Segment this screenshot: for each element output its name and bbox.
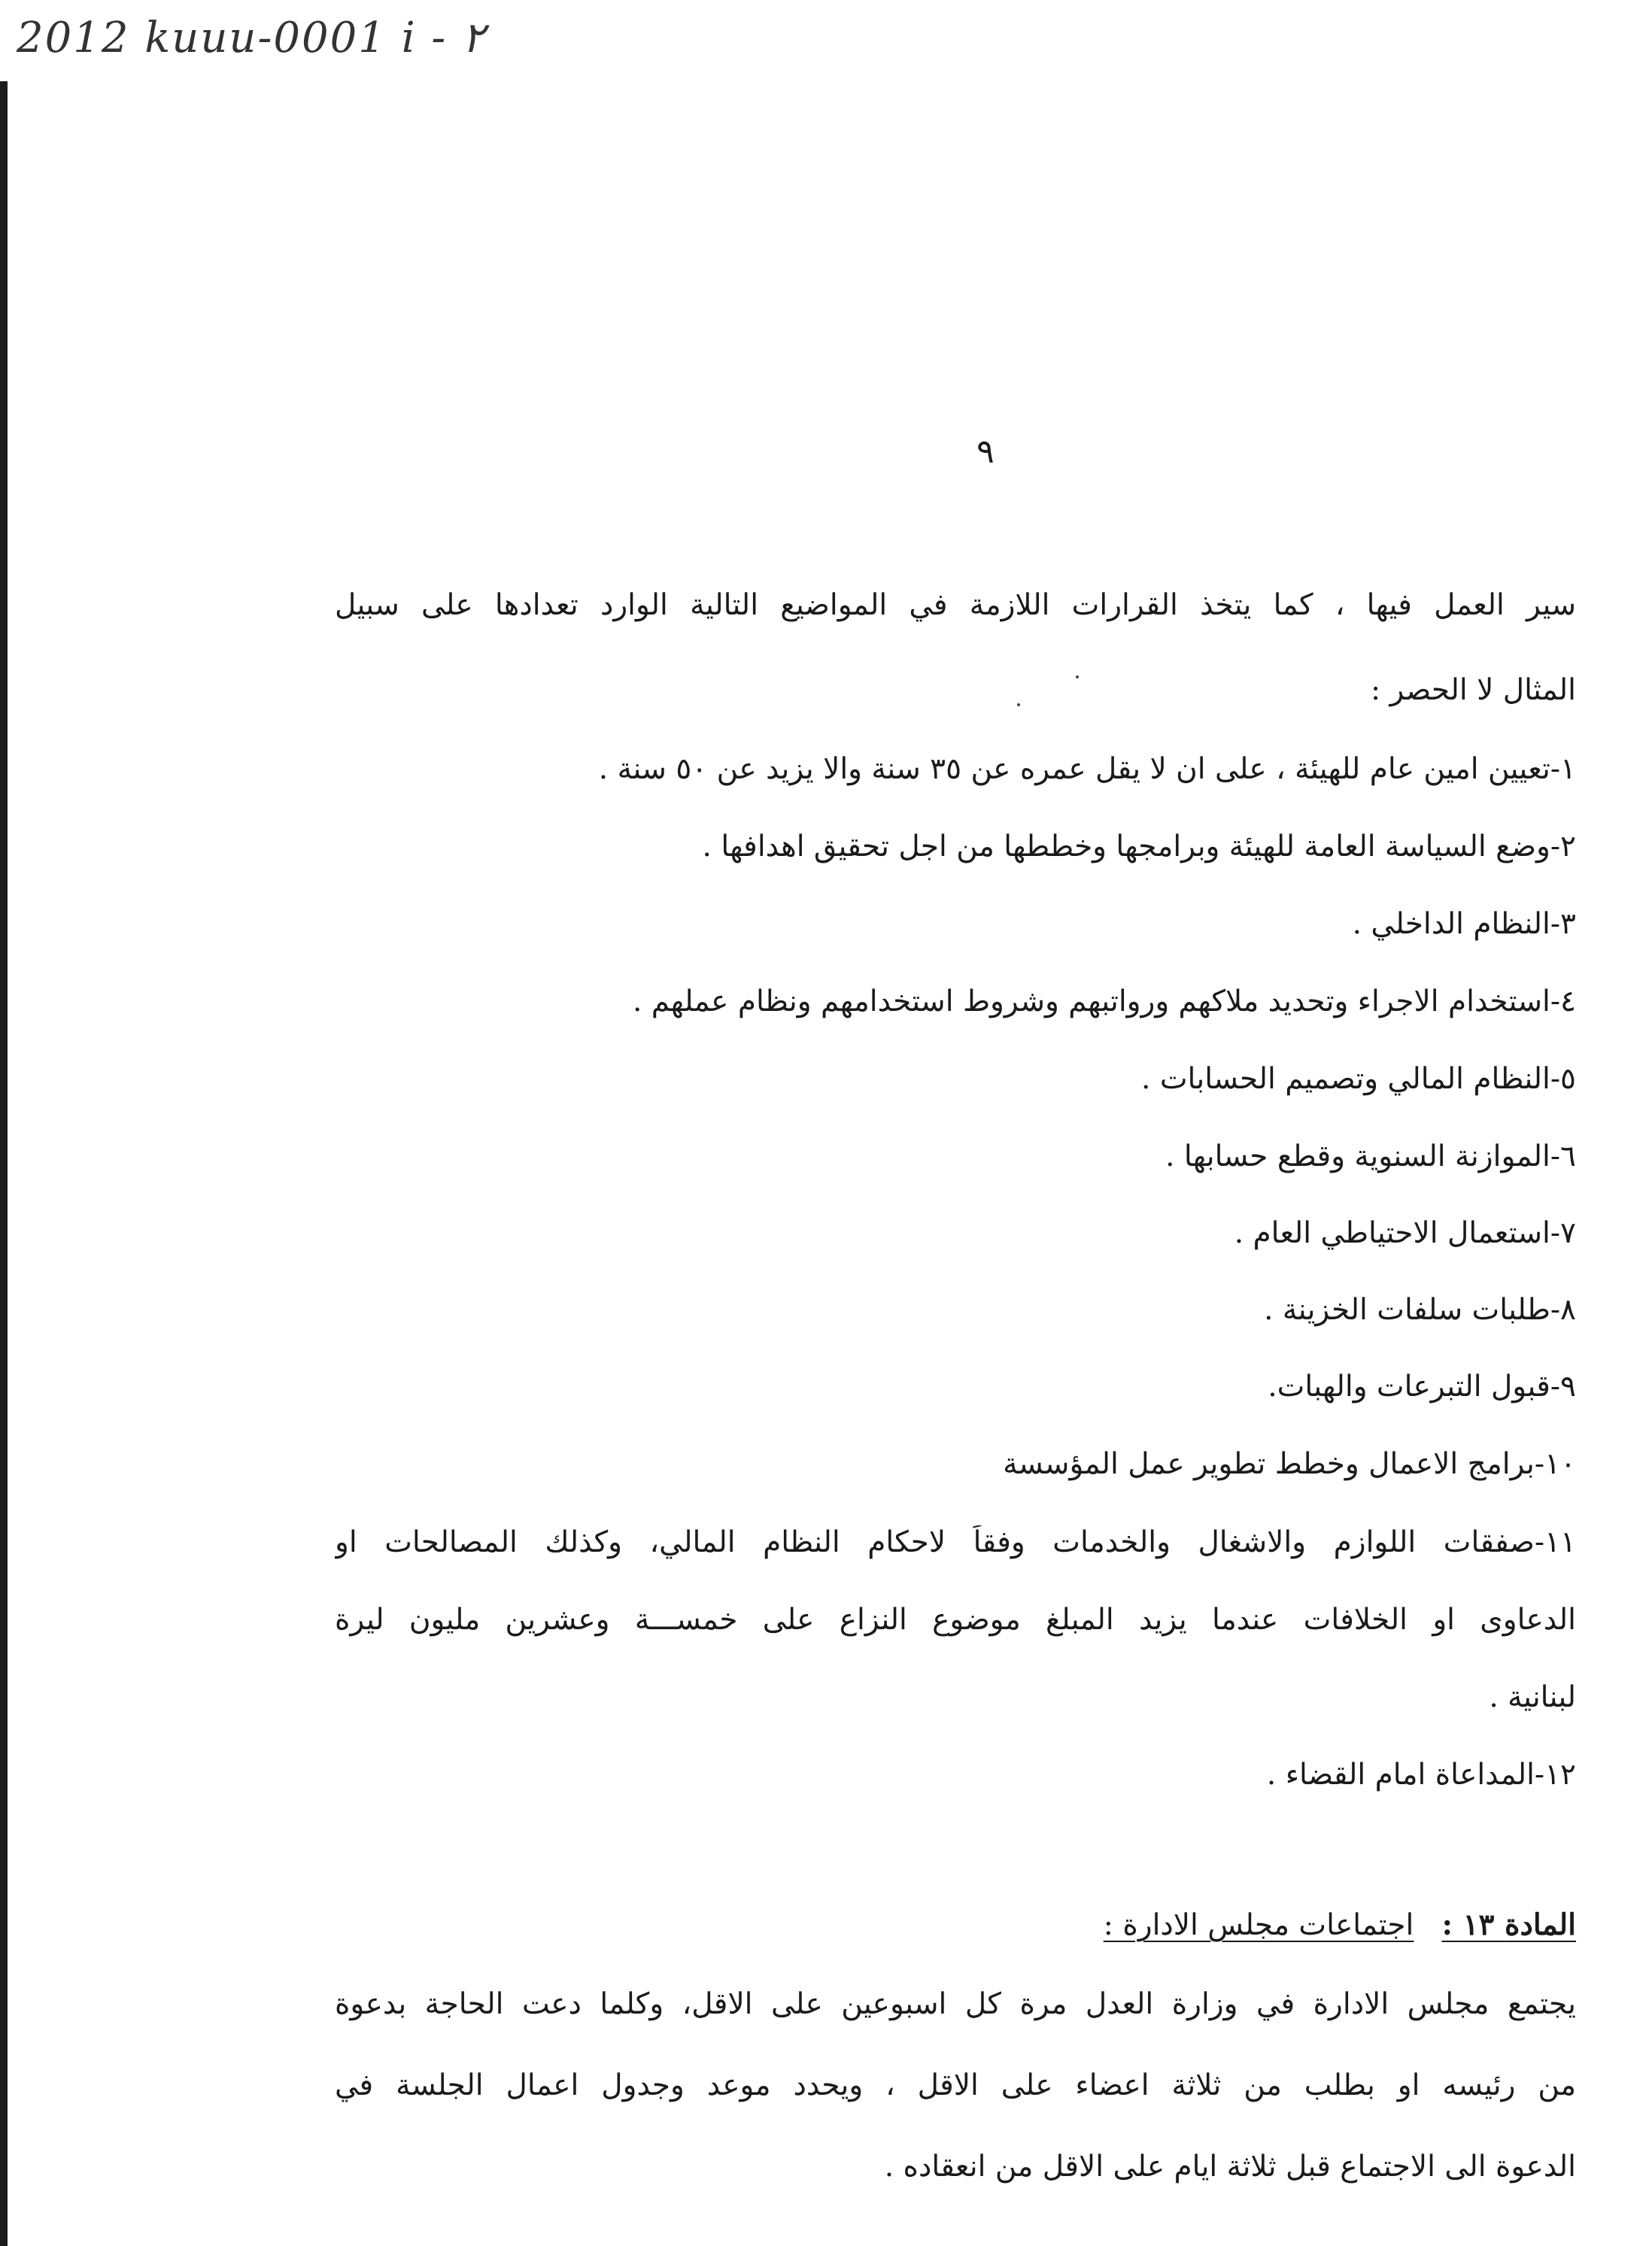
page-number: ٩	[976, 433, 995, 471]
intro-line-2: المثال لا الحصر :	[1370, 673, 1576, 707]
list-item-11-line-3: لبنانية .	[1489, 1680, 1576, 1714]
list-item-8: ٨-طلبات سلفات الخزينة .	[1264, 1293, 1576, 1327]
article-line-3: الدعوة الى الاجتماع قبل ثلاثة ايام على الاقل من انعقاده .	[884, 2150, 1576, 2184]
list-item-12: ١٢-المداعاة امام القضاء .	[1266, 1758, 1576, 1792]
list-item-2: ٢-وضع السياسة العامة للهيئة وبرامجها وخططها من اجل تحقيق اهدافها .	[702, 830, 1576, 863]
list-item-4: ٤-استخدام الاجراء وتحديد ملاكهم ورواتبهم وشروط استخدامهم ونظام عملهم .	[633, 985, 1576, 1018]
list-item-10: ١٠-برامج الاعمال وخطط تطوير عمل المؤسسة	[1003, 1447, 1576, 1481]
article-title: اجتماعات مجلس الادارة :	[1103, 1908, 1414, 1942]
list-item-11-line-1: ١١-صفقات اللوازم والاشغال والخدمات وفقاً لاحكام النظام المالي، وكذلك المصالحات او	[335, 1525, 1576, 1559]
list-item-11-line-2: الدعاوى او الخلافات عندما يزيد المبلغ موضوع النزاع على خمســـة وعشرين مليون ليرة	[335, 1603, 1576, 1637]
list-item-3: ٣-النظام الداخلي .	[1352, 907, 1576, 941]
list-item-7: ٧-استعمال الاحتياطي العام .	[1234, 1216, 1576, 1250]
article-number: المادة ١٣ :	[1441, 1908, 1576, 1942]
list-item-6: ٦-الموازنة السنوية وقطع حسابها .	[1165, 1140, 1576, 1173]
article-line-1: يجتمع مجلس الادارة في وزارة العدل مرة كل اسبوعين على الاقل، وكلما دعت الحاجة بدعوة	[335, 1987, 1576, 2021]
article-heading	[335, 1908, 1576, 1953]
scan-page-edge	[0, 81, 8, 2246]
list-item-1: ١-تعيين امين عام للهيئة ، على ان لا يقل عمره عن ٣٥ سنة والا يزيد عن ٥٠ سنة .	[598, 752, 1576, 786]
list-item-9: ٩-قبول التبرعات والهبات.	[1268, 1370, 1576, 1404]
list-item-5: ٥-النظام المالي وتصميم الحسابات .	[1141, 1062, 1576, 1096]
intro-line-1: سير العمل فيها ، كما يتخذ القرارات اللازمة في المواضيع التالية الوارد تعدادها على سبيل	[335, 588, 1576, 622]
scan-identifier: 2012 kuuu-0001 i - ٢	[17, 14, 485, 62]
article-line-2: من رئيسه او بطلب من ثلاثة اعضاء على الاقل ، ويحدد موعد وجدول اعمال الجلسة في	[335, 2068, 1576, 2102]
